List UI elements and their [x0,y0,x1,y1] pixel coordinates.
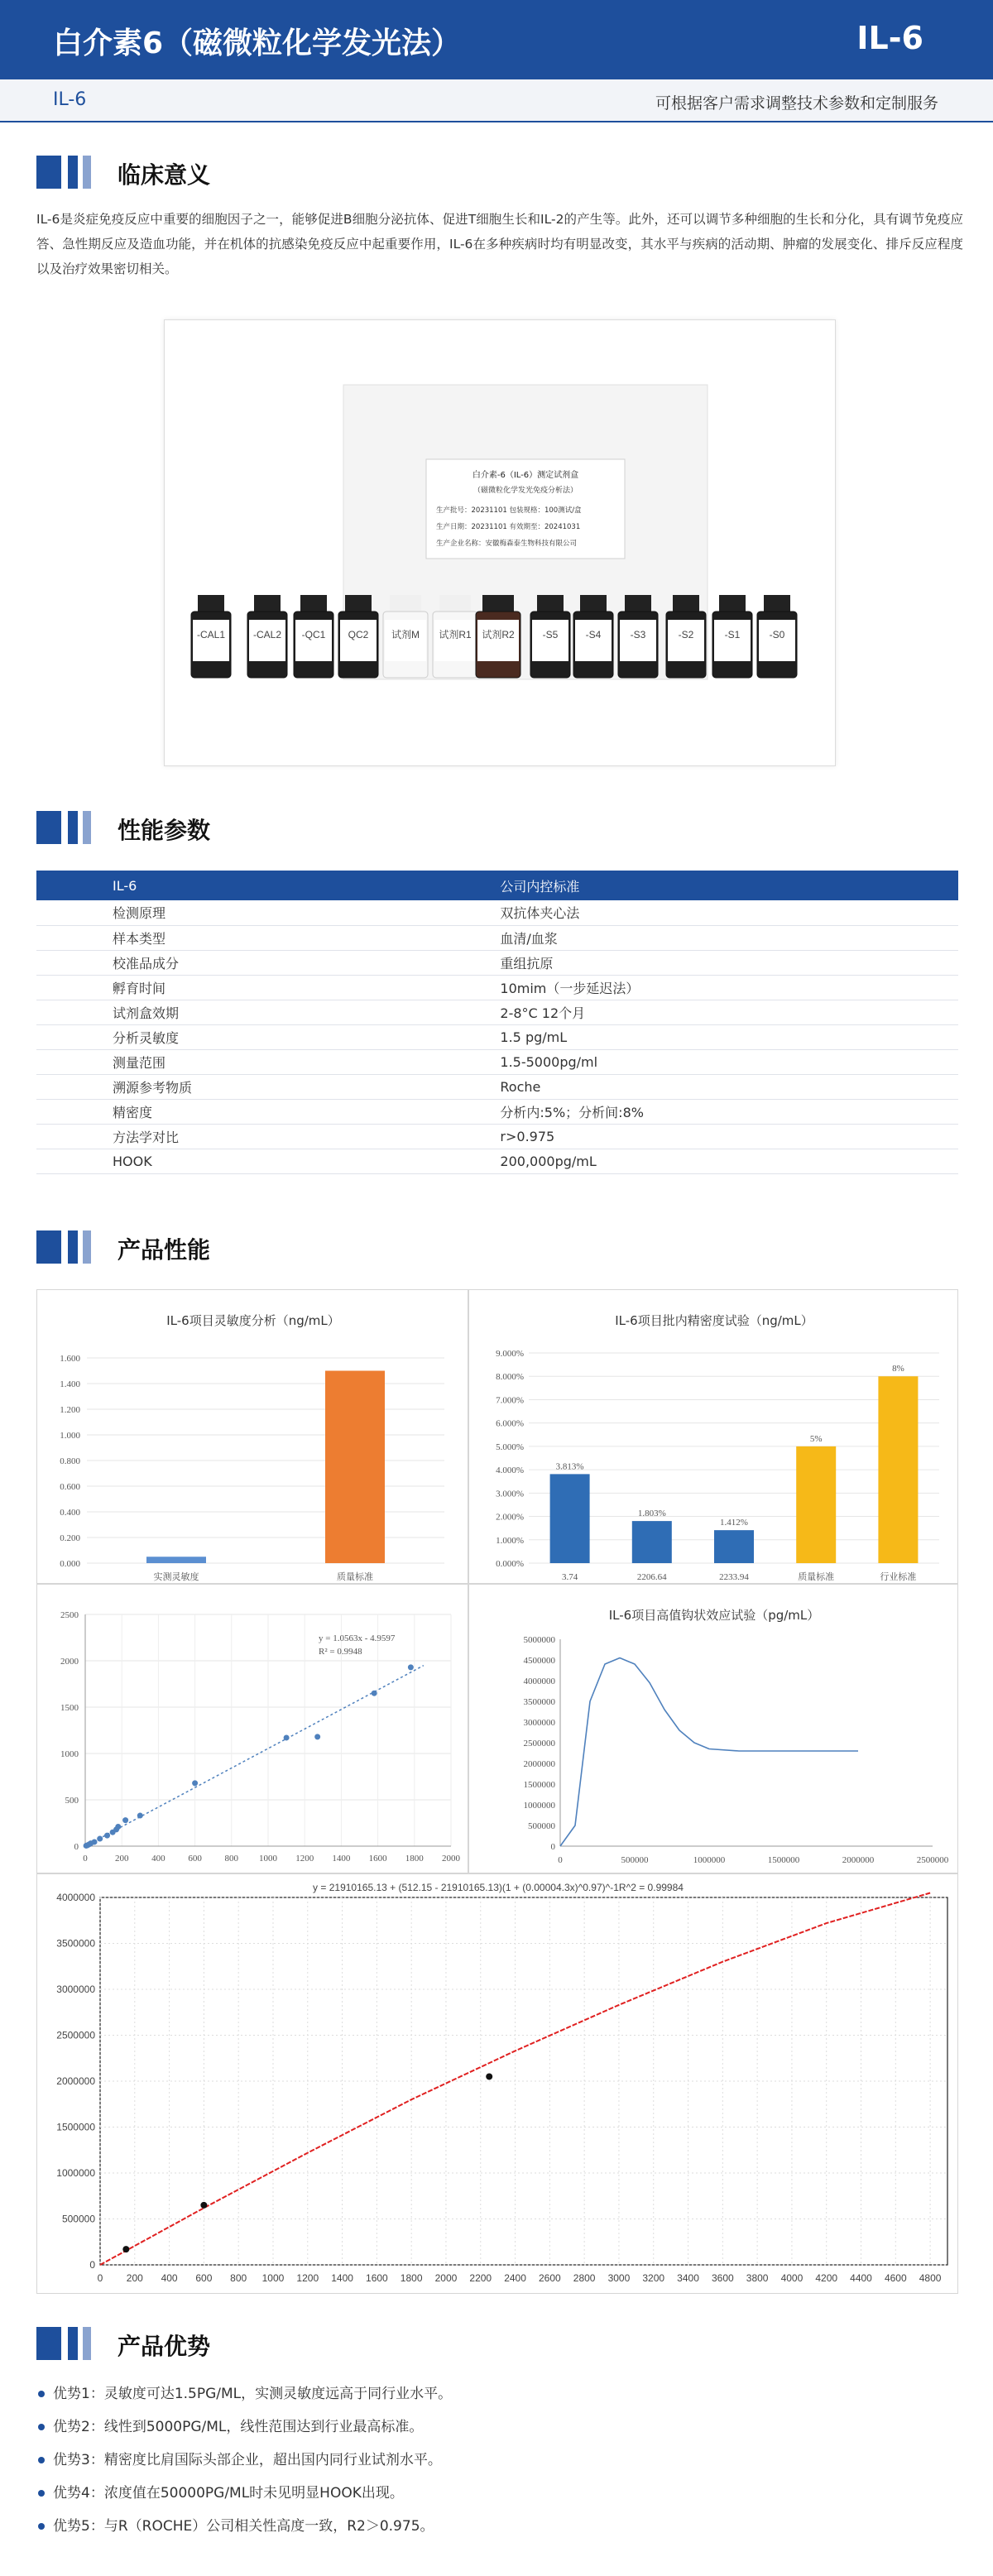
tick-label: 0.600 [60,1482,80,1492]
tick-label: 1000 [259,1854,277,1864]
tick-label: 1200 [295,1854,314,1864]
vial-label-text: -S4 [585,629,602,640]
tick-label: 2000000 [56,2075,95,2087]
tick-label: 500 [65,1796,79,1806]
tick-label: 1400 [332,1854,351,1864]
table-row [36,900,958,925]
page-title: 白介素6（磁微粒化学发光法） [53,26,462,60]
section-title: 产品优势 [118,2333,211,2360]
data-point [137,1813,143,1819]
vial [294,595,333,678]
data-label: 3.813% [555,1461,584,1472]
param-name: HOOK [36,1149,463,1173]
tick-label: 2400 [504,2272,526,2284]
table-row [36,975,958,1000]
sub-product-code: IL-6 [53,89,87,110]
params-table [36,871,958,1174]
param-value: 200,000pg/mL [463,1149,958,1173]
tick-label: 3500000 [523,1697,555,1707]
chart-title: IL-6项目高值钩状效应试验（pg/mL） [608,1608,820,1623]
vial-cap [580,595,607,613]
data-point [372,1691,377,1696]
tick-label: 400 [151,1854,166,1864]
tick-label: 1800 [405,1854,424,1864]
tick-label: 500000 [61,2213,95,2225]
data-point [192,1780,198,1786]
tick-label: 2.000% [496,1512,524,1523]
vial-label [340,620,377,661]
tick-label: 1.200 [60,1405,80,1415]
section-bars-icon [36,2327,103,2360]
vial-label-text: -S0 [769,629,785,640]
param-name: 检测原理 [36,900,463,925]
tick-label: 4800 [919,2272,942,2284]
bar [632,1521,672,1563]
table-row [36,1049,958,1074]
vial-label-text: -QC1 [301,629,326,640]
vial-label-text: -CAL2 [252,629,282,640]
tick-label: 1.000% [496,1535,524,1546]
tick-label: 3000000 [56,1984,95,1995]
table-row [36,1099,958,1124]
tick-label: 6.000% [496,1418,524,1429]
tick-label: 2000000 [842,1855,875,1865]
table-header-cell: IL-6 [36,871,463,900]
chart-hook [468,1584,958,1873]
tick-label: 0 [550,1842,555,1852]
vial-cap [439,595,471,613]
advantages-list [36,2377,963,2543]
vial-label [575,620,612,661]
vial-cap [673,595,699,613]
table-row [36,925,958,950]
tick-label: 800 [224,1854,239,1864]
param-name: 分析灵敏度 [36,1024,463,1049]
tick-label: 1800 [400,2272,423,2284]
tick-label: 1.400 [60,1379,80,1389]
chart-precision [468,1289,958,1584]
calibration-point [200,2202,207,2209]
vial-label-text: -CAL1 [196,629,226,640]
table-row [36,1124,958,1149]
param-value: 1.5 pg/mL [463,1024,958,1049]
bar [796,1446,836,1563]
tick-label: 0 [97,2272,103,2284]
kit-label-line: 生产批号：20231101 包装规格：100测试/盒 [436,506,582,515]
data-point [115,1824,121,1830]
tick-label: 2000000 [523,1759,555,1769]
tick-label: 3.000% [496,1489,524,1499]
tick-label: 0 [74,1842,79,1852]
data-point [104,1833,110,1839]
vial-cap [254,595,281,613]
param-value: r>0.975 [463,1124,958,1149]
advantage-item: 优势1：灵敏度可达1.5PG/ML，实测灵敏度远高于同行业水平。 [36,2377,963,2411]
tick-label: 8.000% [496,1372,524,1383]
tick-label: 0 [83,1854,88,1864]
tick-label: 1400 [331,2272,353,2284]
tick-label: 1500 [60,1703,79,1713]
tick-label: 4000000 [523,1677,555,1686]
vial-label [532,620,568,661]
bar [878,1376,918,1563]
tick-label: 0.000 [60,1559,80,1569]
vial-label-text: -S3 [630,629,646,640]
vial-label [249,620,285,661]
tick-label: 2500 [60,1610,79,1620]
tick-label: 3000000 [523,1718,555,1728]
param-name: 孵育时间 [36,975,463,1000]
data-label: 8% [892,1364,904,1374]
param-value: Roche [463,1074,958,1099]
tick-label: 1600 [368,1854,387,1864]
vial-label [477,620,519,661]
tick-label: 3400 [677,2272,699,2284]
tick-label: 600 [188,1854,202,1864]
category-label: 2206.64 [636,1572,667,1582]
tick-label: 4200 [815,2272,838,2284]
table-row [36,950,958,975]
tick-label: 600 [195,2272,213,2284]
vial [433,595,477,678]
tick-label: 1000000 [56,2167,95,2179]
vial [191,595,231,678]
tick-label: 2000 [60,1657,79,1667]
category-label: 行业标准 [880,1572,917,1582]
kit-label-sub: （磁微粒化学发光免疫分析法） [473,487,578,495]
vial-cap [625,595,651,613]
bar [146,1557,206,1563]
vial-label [759,620,795,661]
param-name: 校准品成分 [36,950,463,975]
tick-label: 500000 [621,1855,649,1865]
calibration-point [122,2246,129,2252]
param-value: 双抗体夹心法 [463,900,958,925]
param-name: 溯源参考物质 [36,1074,463,1099]
category-label: 实测灵敏度 [153,1572,199,1582]
param-name: 方法学对比 [36,1124,463,1149]
vial [712,595,752,678]
sub-header [0,79,993,122]
data-point [97,1836,103,1842]
vial [757,595,797,678]
advantage-item: 优势5：与R（ROCHE）公司相关性高度一致，R2＞0.975。 [36,2510,963,2543]
section-title: 性能参数 [118,817,211,844]
category-label: 质量标准 [798,1572,835,1582]
param-name: 试剂盒效期 [36,1000,463,1024]
tick-label: 5.000% [496,1442,524,1452]
advantage-item: 优势3：精密度比肩国际头部企业，超出国内同行业试剂水平。 [36,2444,963,2477]
vial-label-text: 试剂R2 [482,629,515,640]
series-line [560,1658,858,1847]
tick-label: 2200 [469,2272,492,2284]
param-value: 2-8°C 12个月 [463,1000,958,1024]
tick-label: 1600 [366,2272,388,2284]
category-label: 2233.94 [719,1572,749,1582]
tick-label: 200 [114,1854,129,1864]
bar [550,1474,590,1563]
tick-label: 5000000 [523,1635,555,1645]
vial-cap [719,595,746,613]
vial-label [620,620,656,661]
section-bars-icon [36,811,103,844]
category-label: 3.74 [561,1572,578,1582]
tick-label: 1000 [261,2272,285,2284]
tick-label: 7.000% [496,1395,524,1406]
chart-title: y = 21910165.13 + (512.15 - 21910165.13)(1 + (0.00004.3x)^0.97)^-1R^2 = 0.99984 [313,1882,684,1893]
data-point [314,1734,320,1739]
vial-label-text: -S5 [542,629,559,640]
tick-label: 2500000 [56,2029,95,2041]
advantage-item: 优势4：浓度值在50000PG/ML时未见明显HOOK出现。 [36,2477,963,2510]
vial-label [668,620,704,661]
tick-label: 0.400 [60,1508,80,1518]
tick-label: 0.800 [60,1456,80,1466]
vial-cap [300,595,327,613]
trendline-r2: R² = 0.9948 [319,1647,362,1657]
vial [476,595,520,678]
tick-label: 800 [230,2272,247,2284]
vial-label [385,620,426,661]
table-header-cell: 公司内控标准 [463,871,958,900]
kit-label-title: 白介素-6（IL-6）测定试剂盒 [472,471,579,480]
tick-label: 0.000% [496,1559,524,1569]
tick-label: 3600 [711,2272,734,2284]
customization-note: 可根据客户需求调整技术参数和定制服务 [655,94,938,113]
param-value: 血清/血浆 [463,925,958,950]
tick-label: 500000 [528,1821,555,1831]
data-label: 1.412% [720,1518,748,1528]
tick-label: 4000 [780,2272,804,2284]
tick-label: 0 [89,2259,95,2271]
kit-label-line: 生产企业名称：安徽梅森泰生物科技有限公司 [436,540,578,548]
data-point [284,1734,290,1740]
param-name: 精密度 [36,1099,463,1124]
data-point [92,1839,98,1844]
chart-title: IL-6项目批内精密度试验（ng/mL） [615,1313,813,1328]
table-row [36,1024,958,1049]
tick-label: 200 [126,2272,143,2284]
vial-cap [764,595,790,613]
tick-label: 4000000 [56,1892,95,1903]
product-photo [164,319,836,766]
table-row [36,1000,958,1024]
tick-label: 4400 [850,2272,872,2284]
trendline-equation: y = 1.0563x - 4.9597 [319,1633,396,1643]
section-bars-icon [36,1230,103,1264]
vial-label [714,620,751,661]
tick-label: 0 [558,1855,563,1865]
page-header [0,0,993,79]
bar [325,1371,385,1564]
tick-label: 1.600 [60,1354,80,1364]
table-row [36,1074,958,1099]
tick-label: 1000 [60,1749,79,1759]
data-label: 1.803% [637,1509,666,1519]
vial-cap [482,595,514,613]
vial-label [193,620,229,661]
tick-label: 0.200 [60,1533,80,1543]
category-label: 质量标准 [337,1572,373,1582]
section-title: 产品性能 [118,1236,211,1264]
bar [714,1530,754,1563]
tick-label: 2800 [573,2272,596,2284]
section-bars-icon [36,156,103,189]
vial-label-text: QC2 [348,629,369,640]
tick-label: 4600 [884,2272,907,2284]
param-value: 1.5-5000pg/ml [463,1049,958,1074]
param-name: 测量范围 [36,1049,463,1074]
tick-label: 1200 [296,2272,319,2284]
tick-label: 1500000 [56,2121,95,2133]
vial-label-text: -S1 [724,629,741,640]
vial-cap [198,595,224,613]
chart-title: IL-6项目灵敏度分析（ng/mL） [166,1313,340,1328]
param-value: 重组抗原 [463,950,958,975]
tick-label: 3800 [746,2272,769,2284]
tick-label: 400 [161,2272,178,2284]
param-name: 样本类型 [36,925,463,950]
chart-correlation [36,1584,468,1873]
chart-calibration [36,1873,958,2294]
tick-label: 1500000 [523,1780,555,1790]
param-value: 10mim（一步延迟法） [463,975,958,1000]
vial-label-text: -S2 [678,629,694,640]
vial-cap [345,595,372,613]
advantage-item: 优势2：线性到5000PG/ML，线性范围达到行业最高标准。 [36,2411,963,2444]
tick-label: 2000 [434,2272,458,2284]
tick-label: 3000 [607,2272,631,2284]
tick-label: 2600 [538,2272,561,2284]
tick-label: 2000 [442,1854,460,1864]
vial-cap [390,595,421,613]
tick-label: 2500000 [523,1739,555,1749]
tick-label: 9.000% [496,1349,524,1359]
vial-cap [537,595,564,613]
param-value: 分析内:5%；分析间:8% [463,1099,958,1124]
data-label: 5% [809,1433,823,1444]
vial-label-text: 试剂M [391,629,420,640]
tick-label: 3200 [642,2272,665,2284]
vial-label [295,620,332,661]
tick-label: 4.000% [496,1465,524,1476]
tick-label: 1000000 [523,1801,555,1811]
tick-label: 3500000 [56,1937,95,1950]
calibration-point [486,2073,492,2080]
table-header-row [36,871,958,900]
tick-label: 4500000 [523,1656,555,1666]
section-title: 临床意义 [118,161,211,189]
kit-label-line: 生产日期：20231101 有效期至：20241031 [436,523,581,531]
table-row [36,1149,958,1173]
product-code: IL-6 [856,20,923,56]
data-point [122,1817,128,1823]
vial-label [434,620,476,661]
tick-label: 2500000 [916,1855,949,1865]
tick-label: 1.000 [60,1431,80,1441]
vial-label-text: 试剂R1 [439,629,472,640]
vial [247,595,287,678]
tick-label: 1500000 [767,1855,800,1865]
vial [383,595,428,678]
intro-paragraph: IL-6是炎症免疫反应中重要的细胞因子之一，能够促进B细胞分泌抗体、促进T细胞生长和IL-2的产生等。此外，还可以调节多种细胞的生长和分化，具有调节免疫应答、急性期反应及造血功能，并在机体的抗感染免疫反应中起重要作用，IL-6在多种疾病时均有明显改变，其水平与疾病的活动期、肿瘤的发展变化、排斥反应程度以及治疗效果密切相关。 [36,212,963,276]
tick-label: 1000000 [693,1855,726,1865]
data-point [408,1664,414,1670]
chart-sensitivity [36,1289,468,1584]
